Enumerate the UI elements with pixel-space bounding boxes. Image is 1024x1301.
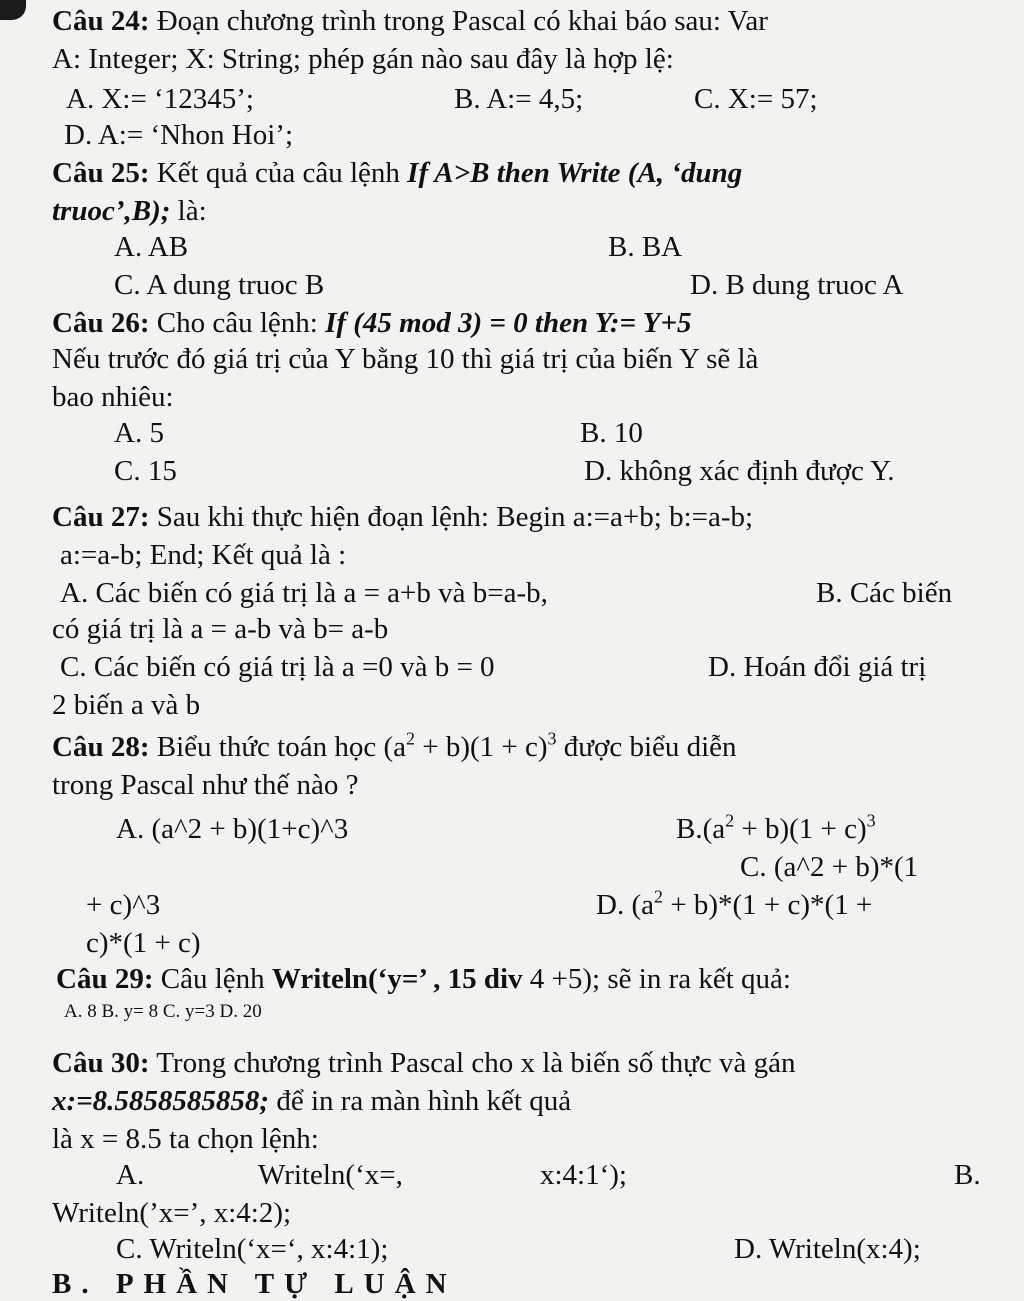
q25-option-b: B. BA [608, 231, 683, 263]
q27-option-b-cont: có giá trị là a = a-b và b= a-b [52, 613, 389, 645]
cut-off-heading: B. PHẦN TỰ LUẬN [52, 1268, 457, 1300]
q28-option-c-cont: + c)^3 [86, 889, 161, 921]
q30-option-d: D. Writeln(x:4); [734, 1233, 921, 1265]
q25-option-a: A. AB [114, 231, 189, 263]
q30-line-3: là x = 8.5 ta chọn lệnh: [52, 1123, 319, 1155]
q27-option-d-cont: 2 biến a và b [52, 689, 201, 721]
q30-line-1: Câu 30: Trong chương trình Pascal cho x là biến số thực và gán [52, 1047, 796, 1079]
q24-option-d: D. A:= ‘Nhon Hoi’; [64, 119, 294, 151]
q27-option-a: A. Các biến có giá trị là a = a+b và b=a-b, [60, 577, 548, 609]
q30-number: Câu 30: [52, 1047, 150, 1079]
q30-option-c: C. Writeln(‘x=‘, x:4:1); [116, 1233, 389, 1265]
q29-line-1: Câu 29: Câu lệnh Writeln(‘y=’ , 15 div 4 +5); sẽ in ra kết quả: [56, 963, 791, 995]
q26-option-d: D. không xác định được Y. [584, 455, 895, 487]
q28-line-1: Câu 28: Biểu thức toán học $(a^2 + b)(1 + c)^3$ được biểu diễn [52, 728, 737, 763]
q29-answers: A. 8 B. y= 8 C. y=3 D. 20 [64, 1001, 262, 1022]
q25-number: Câu 25: [52, 157, 150, 189]
q30-option-b: Writeln(’x=’, x:4:2); [52, 1197, 292, 1229]
q25-line-2: truoc’,B); là: [52, 195, 207, 227]
q29-number: Câu 29: [56, 963, 154, 995]
q28-option-d: D. $(a^2 + b)*(1 + c)*(1$ + [596, 886, 873, 921]
q30-option-a-part2: x:4:1‘); [540, 1159, 627, 1191]
q25-option-c: C. A dung truoc B [114, 269, 325, 301]
q24-line-1: Câu 24: Đoạn chương trình trong Pascal có khai báo sau: Var [52, 5, 768, 37]
q24-option-a: A. X:= ‘12345’; [66, 83, 254, 115]
q27-line-2: a:=a-b; End; Kết quả là : [60, 539, 347, 571]
q27-option-c: C. Các biến có giá trị là a =0 và b = 0 [60, 651, 495, 683]
q28-option-c: C. (a^2 + b)*(1 [740, 851, 919, 883]
q26-option-b: B. 10 [580, 417, 643, 449]
q26-line-3: bao nhiêu: [52, 381, 174, 413]
q24-option-c: C. X:= 57; [694, 83, 818, 115]
q28-option-b: $B.(a^2 + b)(1 + c)^3$ [676, 810, 876, 845]
q26-number: Câu 26: [52, 307, 150, 339]
q27-option-d: D. Hoán đổi giá trị [708, 651, 927, 683]
corner-artifact [0, 0, 26, 20]
q30-option-a-part1: Writeln(‘x=, [258, 1159, 403, 1191]
q26-option-c: C. 15 [114, 455, 177, 487]
q25-option-d: D. B dung truoc A [690, 269, 904, 301]
q30-line-2: x:=8.5858585858; để in ra màn hình kết quả [52, 1085, 572, 1117]
q26-option-a: A. 5 [114, 417, 164, 449]
q28-option-d-cont: c)*(1 + c) [86, 927, 201, 959]
q24-line-2: A: Integer; X: String; phép gán nào sau đây là hợp lệ: [52, 43, 674, 75]
q25-line-1: Câu 25: Kết quả của câu lệnh If A>B then Write (A, ‘dung [52, 157, 743, 189]
q26-line-2: Nếu trước đó giá trị của Y bằng 10 thì giá trị của biến Y sẽ là [52, 343, 759, 375]
q28-line-2: trong Pascal như thế nào ? [52, 769, 359, 801]
q27-number: Câu 27: [52, 501, 150, 533]
q30-option-a-label: A. [116, 1159, 145, 1191]
q27-option-b: B. Các biến [816, 577, 953, 609]
q28-number: Câu 28: [52, 731, 150, 763]
q26-line-1: Câu 26: Cho câu lệnh: If (45 mod 3) = 0 then Y:= Y+5 [52, 307, 692, 339]
q24-number: Câu 24: [52, 5, 150, 37]
q27-line-1: Câu 27: Sau khi thực hiện đoạn lệnh: Begin a:=a+b; b:=a-b; [52, 501, 754, 533]
q24-option-b: B. A:= 4,5; [454, 83, 584, 115]
q30-option-b-label: B. [954, 1159, 981, 1191]
q28-option-a: A. (a^2 + b)(1+c)^3 [116, 813, 349, 845]
